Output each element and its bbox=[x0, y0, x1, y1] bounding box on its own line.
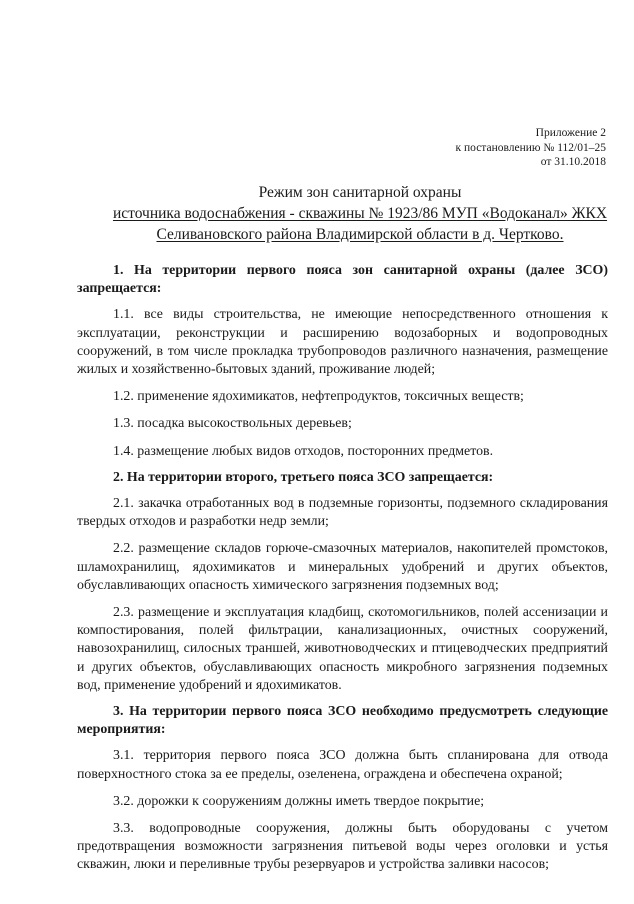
item-2-3: 2.3. размещение и эксплуатация кладбищ, скотомогильников, полей ассенизации и компостирования, полей фильтрации, канализационных, очистных сооружений, навозохранилищ, силосных траншей, животноводческих и птицеводческих предприятий и других объектов, обуславливающих опасность микробного загрязнения подземных вод, применение удобрений и ядохимикатов. bbox=[77, 605, 608, 693]
item-1-4: 1.4. размещение любых видов отходов, посторонних предметов. bbox=[113, 443, 494, 459]
title-line-1: Режим зон санитарной охраны bbox=[258, 184, 462, 201]
section-3-heading: 3. На территории первого пояса ЗСО необходимо предусмотреть следующие мероприятия: bbox=[77, 704, 608, 738]
document-title bbox=[100, 182, 620, 245]
item-2-1: 2.1. закачка отработанных вод в подземные горизонты, подземного складирования твердых отходов и разработки недр земли; bbox=[77, 496, 608, 530]
item-3-2: 3.2. дорожки к сооружениям должны иметь твердое покрытие; bbox=[113, 793, 485, 809]
document-body bbox=[77, 262, 608, 884]
title-line-3: Селивановского района Владимирской области в д. Чертково. bbox=[156, 226, 564, 243]
section-2-heading: 2. На территории второго, третьего пояса ЗСО запрещается: bbox=[113, 469, 494, 485]
resolution-number: к постановлению № 112/01–25 bbox=[455, 141, 606, 154]
item-1-3: 1.3. посадка высокоствольных деревьев; bbox=[113, 416, 352, 432]
item-3-3: 3.3. водопроводные сооружения, должны быть оборудованы с учетом предотвращения возможности загрязнения питьевой воды через оголовки и устья скважин, люки и переливные трубы резервуаров и устройства заливки насосов; bbox=[77, 821, 608, 873]
resolution-date: от 31.10.2018 bbox=[540, 156, 606, 168]
appendix-number: Приложение 2 bbox=[535, 127, 606, 139]
item-2-2: 2.2. размещение складов горюче-смазочных материалов, накопителей промстоков, шламохранилищ, ядохимикатов и минеральных удобрений и других объектов, обуславливающих опасность химического загрязнения подземных вод; bbox=[77, 541, 608, 593]
appendix-reference bbox=[456, 126, 606, 170]
item-3-1: 3.1. территория первого пояса ЗСО должна быть спланирована для отвода поверхностного стока за ее пределы, озеленена, ограждена и обеспечена охраной; bbox=[77, 748, 608, 782]
item-1-2: 1.2. применение ядохимикатов, нефтепродуктов, токсичных веществ; bbox=[113, 389, 524, 405]
item-1-1: 1.1. все виды строительства, не имеющие непосредственного отношения к эксплуатации, реконструкции и расширению водозаборных и водопроводных сооружений, в том числе прокладка трубопроводов различного назначения, размещение жилых и хозяйственно-бытовых зданий, проживание людей; bbox=[77, 307, 608, 378]
section-1-heading: 1. На территории первого пояса зон санитарной охраны (далее ЗСО) запрещается: bbox=[77, 263, 608, 297]
title-line-2: источника водоснабжения - скважины № 1923/86 МУП «Водоканал» ЖКХ bbox=[112, 205, 608, 222]
